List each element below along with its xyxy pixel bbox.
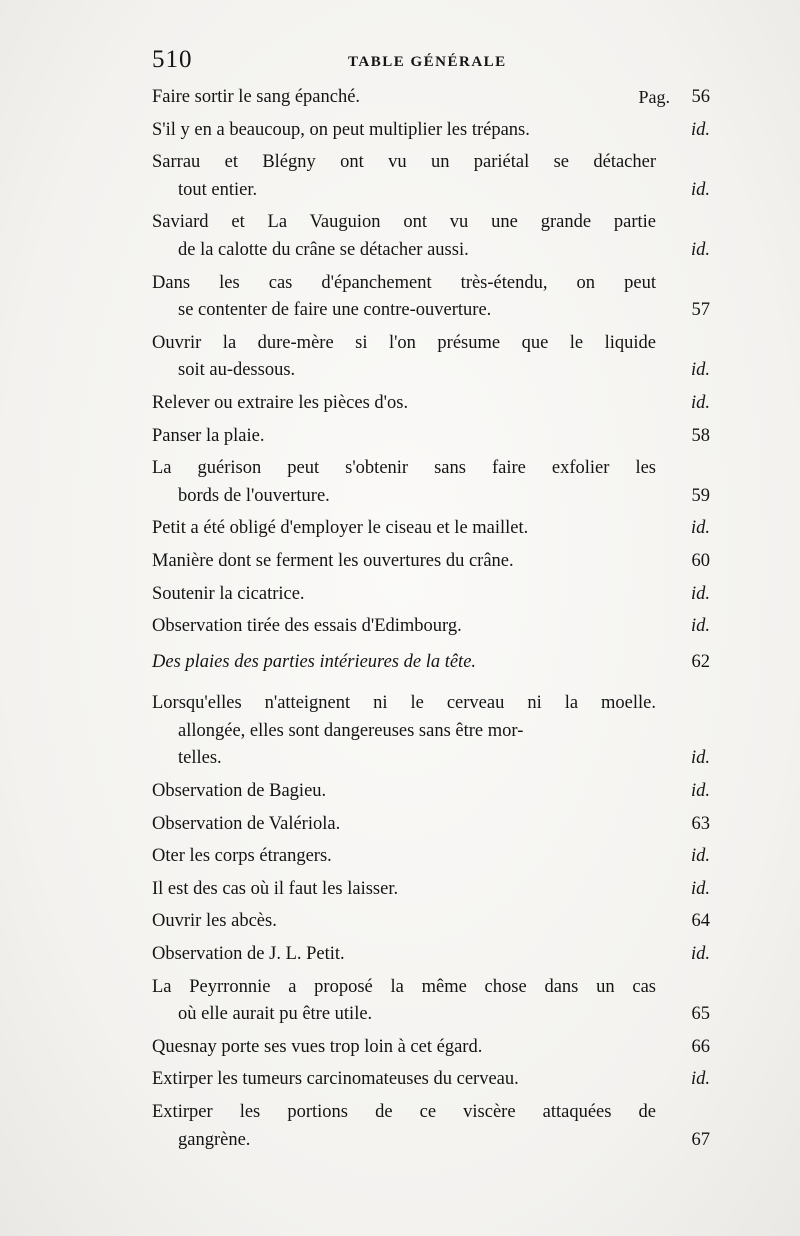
entry-line: Dans les cas d'épanchement très-étendu, on peut	[152, 272, 656, 293]
entry-line: Lorsqu'elles n'atteignent ni le cerveau ni la moelle.	[152, 693, 656, 714]
entry-page-ref: 64	[691, 911, 710, 932]
running-head: TABLE GÉNÉRALE	[348, 54, 507, 70]
entry-page-ref: id.	[690, 392, 710, 413]
entry-line: La Peyrronnie a proposé la même chose dans un cas	[152, 976, 656, 997]
index-entry	[152, 515, 710, 543]
entry-page-ref: id.	[690, 878, 710, 899]
entry-line: Relever ou extraire les pièces d'os.	[152, 392, 409, 413]
index-entry	[152, 941, 710, 969]
entry-line: S'il y en a beaucoup, on peut multiplier les trépans.	[152, 119, 530, 140]
entry-line: Extirper les portions de ce viscère attaquées de	[152, 1102, 656, 1122]
entry-line: Ouvrir la dure-mère si l'on présume que le liquide	[152, 332, 656, 353]
entry-page-ref: id.	[690, 1069, 710, 1090]
entry-page-ref: 66	[691, 1036, 710, 1057]
entry-page-ref: id.	[690, 846, 710, 867]
entry-page-ref: 62	[691, 651, 710, 672]
index-entry	[152, 548, 710, 576]
entry-line: gangrène.	[178, 1129, 251, 1150]
index-entry	[152, 908, 710, 936]
entry-page-ref: 59	[691, 485, 710, 506]
index-entry	[152, 423, 710, 451]
entry-page-ref: 56	[691, 87, 710, 107]
index-entry	[152, 209, 710, 264]
page-number: 510	[152, 46, 193, 73]
index-entry	[152, 649, 710, 677]
index-entries	[152, 84, 710, 1159]
entry-page-ref: id.	[690, 944, 710, 965]
entry-page-ref: id.	[690, 748, 710, 769]
entry-line: soit au-dessous.	[178, 360, 296, 381]
entry-line: Saviard et La Vauguion ont vu une grande partie	[152, 212, 656, 233]
entry-page-ref: id.	[690, 179, 710, 200]
index-entry	[152, 84, 710, 112]
entry-line: Extirper les tumeurs carcinomateuses du cerveau.	[152, 1069, 519, 1090]
entry-page-ref: 60	[691, 550, 710, 571]
entry-page-ref: 63	[691, 813, 710, 834]
entry-line: bords de l'ouverture.	[178, 485, 330, 506]
index-entry	[152, 149, 710, 204]
entry-page-ref: id.	[690, 781, 710, 802]
entry-line: Il est des cas où il faut les laisser.	[152, 878, 399, 899]
page-header	[152, 46, 712, 80]
entry-line: de la calotte du crâne se détacher aussi.	[178, 239, 469, 260]
index-entry	[152, 974, 710, 1029]
index-entry	[152, 1034, 710, 1062]
entry-line: Observation tirée des essais d'Edimbourg.	[152, 616, 462, 637]
entry-line: telles.	[178, 748, 222, 769]
index-entry	[152, 778, 710, 806]
page-label: Pag.	[638, 87, 670, 107]
entry-page-ref: 67	[691, 1129, 710, 1150]
index-entry	[152, 390, 710, 418]
entry-line: se contenter de faire une contre-ouverture.	[178, 300, 492, 321]
index-entry	[152, 1066, 710, 1094]
index-entry	[152, 455, 710, 510]
entry-line: Observation de Bagieu.	[152, 781, 327, 802]
index-entry	[152, 690, 710, 773]
entry-page-ref: 57	[691, 300, 710, 321]
entry-page-ref: id.	[690, 239, 710, 260]
index-entry	[152, 330, 710, 385]
entry-line: Ouvrir les abcès.	[152, 911, 277, 932]
index-entry	[152, 843, 710, 871]
index-entry	[152, 117, 710, 145]
entry-line: allongée, elles sont dangereuses sans être mor-	[178, 720, 524, 741]
entry-line: La guérison peut s'obtenir sans faire exfolier les	[152, 458, 656, 479]
entry-line: où elle aurait pu être utile.	[178, 1004, 373, 1025]
entry-page-ref: id.	[690, 518, 710, 539]
entry-page-ref: id.	[690, 360, 710, 381]
entry-line: Quesnay porte ses vues trop loin à cet égard.	[152, 1036, 483, 1057]
index-entry	[152, 581, 710, 609]
entry-page-ref: id.	[690, 583, 710, 604]
index-entry	[152, 270, 710, 325]
index-entry	[152, 876, 710, 904]
entry-page-ref: 58	[691, 425, 710, 446]
entry-line: Soutenir la cicatrice.	[152, 583, 305, 604]
index-entry	[152, 613, 710, 641]
index-entry	[152, 811, 710, 839]
index-entry	[152, 1099, 710, 1154]
entry-line: Manière dont se ferment les ouvertures du crâne.	[152, 550, 514, 571]
entry-line: Observation de Valériola.	[152, 813, 341, 834]
entry-line: Petit a été obligé d'employer le ciseau et le maillet.	[152, 518, 529, 539]
entry-line: Observation de J. L. Petit.	[152, 944, 345, 965]
entry-line: tout entier.	[178, 179, 258, 200]
entry-line: Faire sortir le sang épanché.	[152, 87, 361, 107]
entry-line: Oter les corps étrangers.	[152, 846, 332, 867]
entry-line: Sarrau et Blégny ont vu un pariétal se détacher	[152, 152, 656, 173]
entry-page-ref: id.	[690, 616, 710, 637]
entry-line: Des plaies des parties intérieures de la tête.	[152, 651, 477, 672]
entry-line: Panser la plaie.	[152, 425, 265, 446]
entry-page-ref: 65	[691, 1004, 710, 1025]
entry-page-ref: id.	[690, 119, 710, 140]
